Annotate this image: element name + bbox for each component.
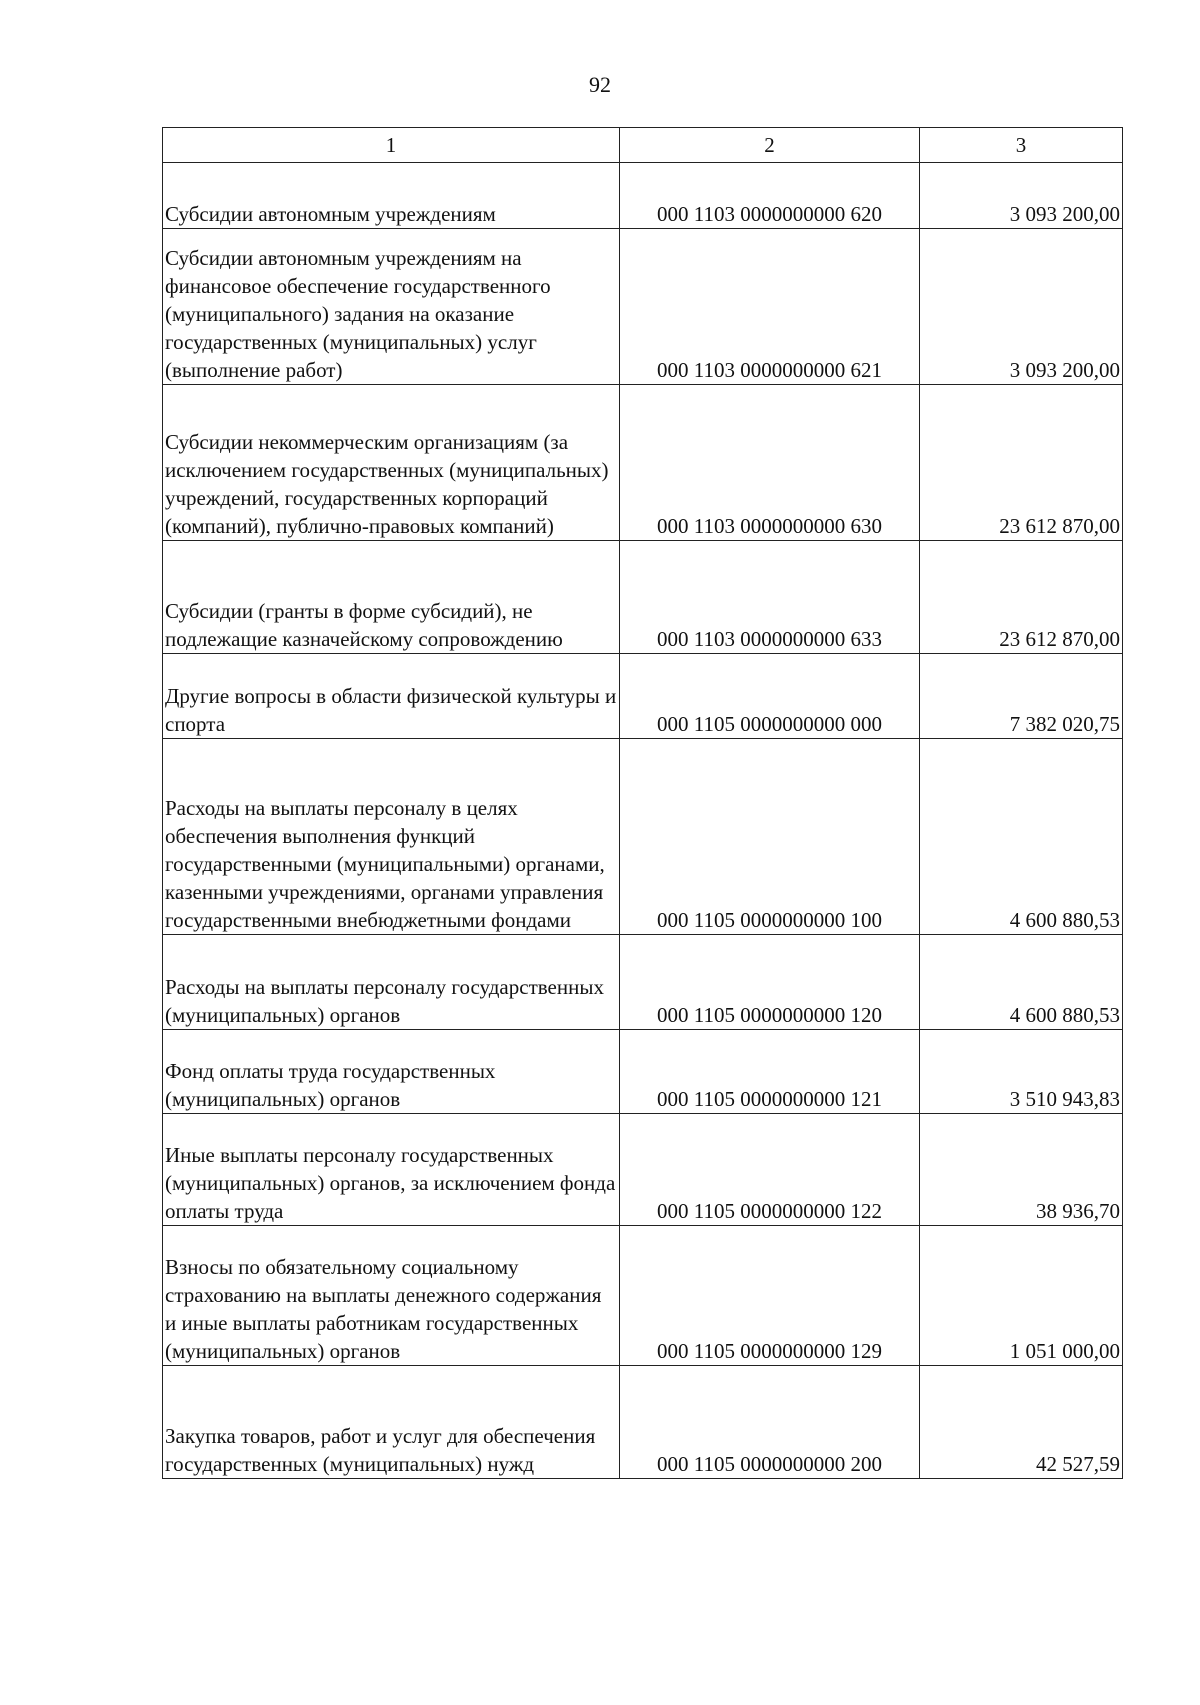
table-row: [163, 935, 1123, 1030]
table-row: [163, 385, 1123, 541]
row-name: Субсидии некоммерческим организациям (за исключением государственных (муниципальных) учреждений, государственных корпораций (компаний), публично-правовых компаний): [163, 385, 620, 541]
table-row: [163, 1226, 1123, 1366]
row-amount: 38 936,70: [920, 1114, 1123, 1226]
row-amount: 23 612 870,00: [920, 541, 1123, 654]
table-row: [163, 541, 1123, 654]
table-row: [163, 1030, 1123, 1114]
row-code: 000 1105 0000000000 122: [620, 1114, 920, 1226]
row-name: Субсидии автономным учреждениям на финансовое обеспечение государственного (муниципального) задания на оказание государственных (муниципальных) услуг (выполнение работ): [163, 229, 620, 385]
row-name: Другие вопросы в области физической культуры и спорта: [163, 654, 620, 739]
row-amount: 4 600 880,53: [920, 739, 1123, 935]
row-code: 000 1105 0000000000 200: [620, 1366, 920, 1479]
row-name: Закупка товаров, работ и услуг для обеспечения государственных (муниципальных) нужд: [163, 1366, 620, 1479]
row-code: 000 1105 0000000000 100: [620, 739, 920, 935]
column-header-name: 1: [163, 128, 620, 163]
row-code: 000 1105 0000000000 129: [620, 1226, 920, 1366]
table-row: [163, 654, 1123, 739]
table-header-row: [163, 128, 1123, 163]
row-name: Субсидии автономным учреждениям: [163, 163, 620, 229]
table-row: [163, 739, 1123, 935]
row-code: 000 1103 0000000000 620: [620, 163, 920, 229]
table-row: [163, 1366, 1123, 1479]
row-code: 000 1103 0000000000 621: [620, 229, 920, 385]
row-amount: 1 051 000,00: [920, 1226, 1123, 1366]
budget-table: [162, 127, 1123, 1479]
column-header-code: 2: [620, 128, 920, 163]
row-name: Фонд оплаты труда государственных (муниципальных) органов: [163, 1030, 620, 1114]
table-row: [163, 229, 1123, 385]
row-amount: 42 527,59: [920, 1366, 1123, 1479]
row-amount: 3 093 200,00: [920, 163, 1123, 229]
page-number: 92: [589, 72, 611, 97]
row-code: 000 1103 0000000000 633: [620, 541, 920, 654]
row-code: 000 1105 0000000000 000: [620, 654, 920, 739]
row-code: 000 1103 0000000000 630: [620, 385, 920, 541]
row-name: Расходы на выплаты персоналу в целях обеспечения выполнения функций государственными (муниципальными) органами, казенными учреждениями, органами управления государственными внебюджетными фондами: [163, 739, 620, 935]
table-row: [163, 1114, 1123, 1226]
row-code: 000 1105 0000000000 121: [620, 1030, 920, 1114]
row-amount: 3 093 200,00: [920, 229, 1123, 385]
row-name: Расходы на выплаты персоналу государственных (муниципальных) органов: [163, 935, 620, 1030]
row-amount: 7 382 020,75: [920, 654, 1123, 739]
row-amount: 23 612 870,00: [920, 385, 1123, 541]
column-header-amount: 3: [920, 128, 1123, 163]
row-amount: 4 600 880,53: [920, 935, 1123, 1030]
row-name: Иные выплаты персоналу государственных (муниципальных) органов, за исключением фонда оплаты труда: [163, 1114, 620, 1226]
row-name: Взносы по обязательному социальному страхованию на выплаты денежного содержания и иные выплаты работникам государственных (муниципальных) органов: [163, 1226, 620, 1366]
row-amount: 3 510 943,83: [920, 1030, 1123, 1114]
row-name: Субсидии (гранты в форме субсидий), не подлежащие казначейскому сопровождению: [163, 541, 620, 654]
row-code: 000 1105 0000000000 120: [620, 935, 920, 1030]
table-row: [163, 163, 1123, 229]
